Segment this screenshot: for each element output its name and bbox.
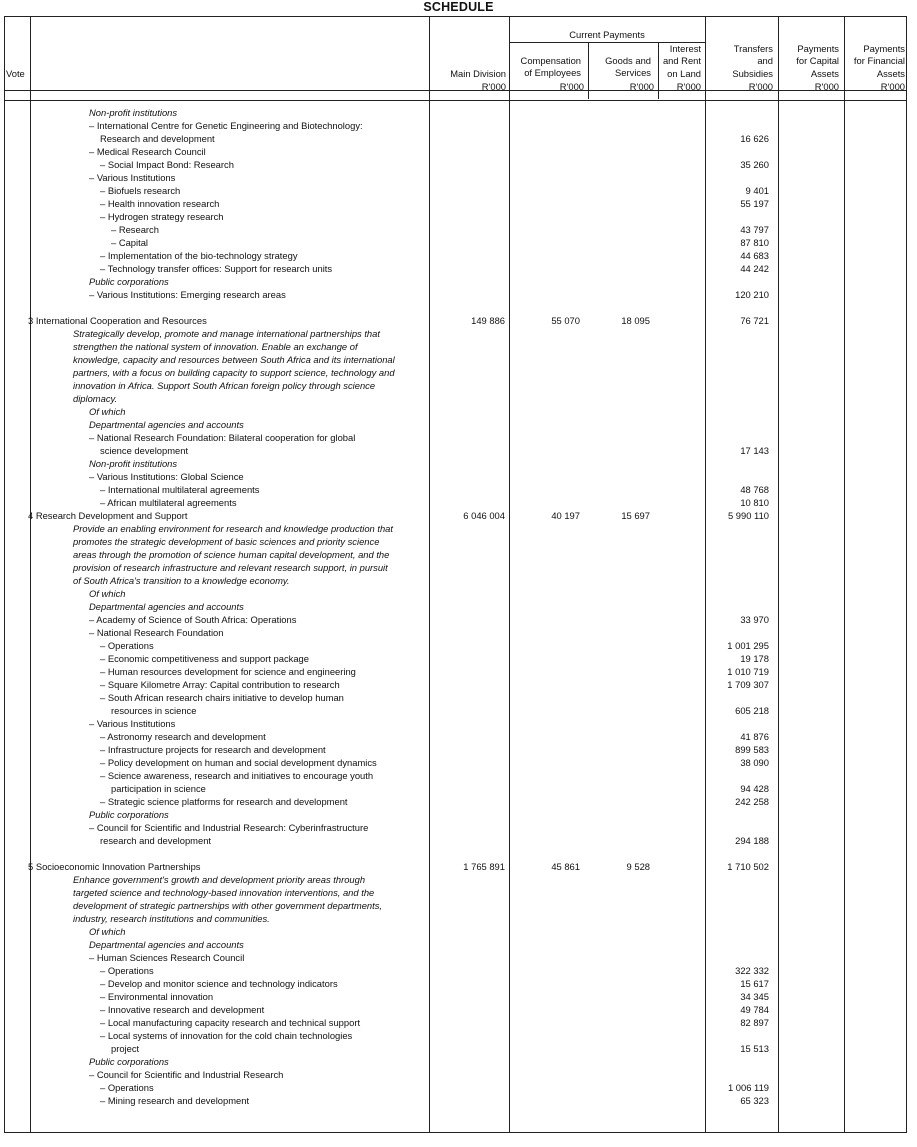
row-description: – Various Institutions (89, 718, 176, 729)
transfers-value: 35 260 (740, 159, 769, 170)
table-row (5, 782, 908, 795)
row-description: – Technology transfer offices: Support for research units (100, 263, 333, 274)
table-row (5, 808, 908, 821)
row-description: Departmental agencies and accounts (89, 939, 244, 950)
row-description: – Human Sciences Research Council (89, 952, 245, 963)
row-description: – Research (111, 224, 159, 235)
row-description: – National Research Foundation: Bilateral cooperation for global (89, 432, 356, 443)
table-row (5, 860, 908, 873)
table-row (5, 1029, 908, 1042)
row-description: Enhance government's growth and development priority areas through (73, 874, 366, 885)
row-description: 5 Socioeconomic Innovation Partnerships (28, 861, 201, 872)
row-description: Of which (89, 406, 126, 417)
table-row (5, 821, 908, 834)
row-description: development of strategic partnerships with other government departments, (73, 900, 383, 911)
row-description: Of which (89, 926, 126, 937)
main-division-value: 149 886 (471, 315, 505, 326)
row-description: provision of research infrastructure and relevant research support, in pursuit (73, 562, 388, 573)
table-row (5, 704, 908, 717)
transfers-value: 38 090 (740, 757, 769, 768)
row-description: – Council for Scientific and Industrial Research (89, 1069, 284, 1080)
row-description: science development (100, 445, 189, 456)
row-description: – Human resources development for science and engineering (100, 666, 356, 677)
row-description: – African multilateral agreements (100, 497, 237, 508)
row-description: – International Centre for Genetic Engineering and Biotechnology: (89, 120, 363, 131)
table-row (5, 561, 908, 574)
row-description: – South African research chairs initiative to develop human (100, 692, 344, 703)
unit-comp: R'000 (559, 81, 584, 92)
header-goods-services: Goods and Services (605, 55, 651, 79)
transfers-value: 65 323 (740, 1095, 769, 1106)
transfers-value: 1 006 119 (727, 1082, 769, 1093)
unit-goods: R'000 (629, 81, 654, 92)
table-row (5, 418, 908, 431)
table-row (5, 912, 908, 925)
row-description: – Implementation of the bio-technology strategy (100, 250, 298, 261)
transfers-value: 44 242 (740, 263, 769, 274)
table-row (5, 262, 908, 275)
row-description: areas through the promotion of science human capital development, and the (73, 549, 390, 560)
table-row (5, 847, 908, 860)
header-capital-assets: Payments for Capital Assets (796, 43, 839, 79)
row-description: partners, with a focus on building capacity to support science, technology and (73, 367, 395, 378)
table-row (5, 301, 908, 314)
transfers-value: 1 010 719 (727, 666, 769, 677)
row-description: 3 International Cooperation and Resources (28, 315, 207, 326)
row-description: – National Research Foundation (89, 627, 224, 638)
table-row (5, 1016, 908, 1029)
table-row (5, 132, 908, 145)
table-row (5, 769, 908, 782)
row-description: Strategically develop, promote and manage international partnerships that (73, 328, 380, 339)
table-row (5, 405, 908, 418)
table-row (5, 1042, 908, 1055)
table-row (5, 327, 908, 340)
transfers-value: 1 710 502 (727, 861, 769, 872)
row-description: – Mining research and development (100, 1095, 250, 1106)
table-row (5, 314, 908, 327)
row-description: – Medical Research Council (89, 146, 206, 157)
table-row (5, 119, 908, 132)
table-row (5, 353, 908, 366)
transfers-value: 49 784 (740, 1004, 769, 1015)
transfers-value: 1 001 295 (727, 640, 769, 651)
transfers-value: 9 401 (745, 185, 769, 196)
row-description: – Economic competitiveness and support package (100, 653, 309, 664)
row-description: innovation in Africa. Support South African foreign policy through science (73, 380, 376, 391)
table-row (5, 925, 908, 938)
transfers-value: 15 617 (740, 978, 769, 989)
transfers-value: 41 876 (740, 731, 769, 742)
table-row (5, 834, 908, 847)
table-row (5, 1055, 908, 1068)
goods-services-value: 9 528 (626, 861, 650, 872)
row-description: – Astronomy research and development (100, 731, 266, 742)
row-description: knowledge, capacity and resources between South Africa and its international (73, 354, 395, 365)
transfers-value: 19 178 (740, 653, 769, 664)
table-row (5, 431, 908, 444)
row-description: Departmental agencies and accounts (89, 601, 244, 612)
table-row (5, 522, 908, 535)
row-description: – Operations (100, 965, 154, 976)
header-transfers-subsidies: Transfers and Subsidies (732, 43, 773, 79)
unit-rule (5, 100, 906, 101)
row-description: – Operations (100, 1082, 154, 1093)
table-row (5, 457, 908, 470)
transfers-value: 55 197 (740, 198, 769, 209)
compensation-value: 55 070 (551, 315, 580, 326)
transfers-value: 16 626 (740, 133, 769, 144)
transfers-value: 44 683 (740, 250, 769, 261)
goods-services-value: 15 697 (621, 510, 650, 521)
row-description: – Academy of Science of South Africa: Operations (89, 614, 297, 625)
header-vote: Vote (6, 68, 25, 79)
table-row (5, 873, 908, 886)
row-description: – Council for Scientific and Industrial Research: Cyberinfrastructure (89, 822, 369, 833)
table-row (5, 1094, 908, 1107)
unit-capital: R'000 (814, 81, 839, 92)
row-description: industry, research institutions and communities. (73, 913, 270, 924)
row-description: Departmental agencies and accounts (89, 419, 244, 430)
row-description: – Capital (111, 237, 149, 248)
unit-financial: R'000 (880, 81, 905, 92)
unit-interest: R'000 (676, 81, 701, 92)
table-row (5, 951, 908, 964)
transfers-value: 87 810 (740, 237, 769, 248)
table-row (5, 613, 908, 626)
row-description: – Square Kilometre Array: Capital contribution to research (100, 679, 340, 690)
row-description: – Strategic science platforms for research and development (100, 796, 348, 807)
table-row (5, 600, 908, 613)
row-description: – Environmental innovation (100, 991, 214, 1002)
row-description: – Develop and monitor science and technology indicators (100, 978, 338, 989)
header-financial-assets: Payments for Financial Assets (853, 43, 905, 79)
transfers-value: 34 345 (740, 991, 769, 1002)
row-description: – Health innovation research (100, 198, 220, 209)
row-description: – Operations (100, 640, 154, 651)
table-row (5, 938, 908, 951)
transfers-value: 1 709 307 (727, 679, 769, 690)
row-description: Public corporations (89, 1056, 169, 1067)
table-row (5, 184, 908, 197)
table-row (5, 171, 908, 184)
transfers-value: 76 721 (740, 315, 769, 326)
table-row (5, 639, 908, 652)
table-row (5, 977, 908, 990)
table-row (5, 483, 908, 496)
header-compensation: Compensation of Employees (520, 55, 581, 79)
table-row (5, 678, 908, 691)
table-row (5, 548, 908, 561)
table-row (5, 249, 908, 262)
row-description: – Infrastructure projects for research and development (100, 744, 326, 755)
transfers-value: 242 258 (735, 796, 769, 807)
table-row (5, 106, 908, 119)
table-row (5, 496, 908, 509)
row-description: diplomacy. (73, 393, 118, 404)
row-description: – Various Institutions: Emerging research areas (89, 289, 286, 300)
transfers-value: 605 218 (735, 705, 769, 716)
table-row (5, 535, 908, 548)
table-row (5, 964, 908, 977)
table-row (5, 1081, 908, 1094)
table-row (5, 990, 908, 1003)
table-row (5, 795, 908, 808)
table-row (5, 379, 908, 392)
row-description: Public corporations (89, 276, 169, 287)
header-main-division: Main Division (450, 68, 506, 79)
table-row (5, 470, 908, 483)
table-row (5, 665, 908, 678)
unit-transfers: R'000 (748, 81, 773, 92)
row-description: project (111, 1043, 140, 1054)
table-row (5, 899, 908, 912)
transfers-value: 899 583 (735, 744, 769, 755)
table-row (5, 275, 908, 288)
row-description: of South Africa's transition to a knowledge economy. (73, 575, 290, 586)
row-description: – Various Institutions (89, 172, 176, 183)
table-row (5, 652, 908, 665)
row-description: – International multilateral agreements (100, 484, 260, 495)
table-row (5, 574, 908, 587)
transfers-value: 5 990 110 (727, 510, 769, 521)
table-row (5, 756, 908, 769)
transfers-value: 33 970 (740, 614, 769, 625)
transfers-value: 322 332 (735, 965, 769, 976)
row-description: – Hydrogen strategy research (100, 211, 224, 222)
table-row (5, 717, 908, 730)
header-current-payments: Current Payments (569, 29, 645, 40)
row-description: – Innovative research and development (100, 1004, 265, 1015)
transfers-value: 48 768 (740, 484, 769, 495)
transfers-value: 82 897 (740, 1017, 769, 1028)
compensation-value: 45 861 (551, 861, 580, 872)
table-row (5, 509, 908, 522)
row-description: 4 Research Development and Support (28, 510, 188, 521)
table-row (5, 743, 908, 756)
row-description: strengthen the national system of innovation. Enable an exchange of (73, 341, 358, 352)
transfers-value: 17 143 (740, 445, 769, 456)
row-description: – Local systems of innovation for the cold chain technologies (100, 1030, 353, 1041)
table-row (5, 223, 908, 236)
transfers-value: 120 210 (735, 289, 769, 300)
main-division-value: 1 765 891 (463, 861, 505, 872)
row-description: – Policy development on human and social development dynamics (100, 757, 377, 768)
table-row (5, 691, 908, 704)
goods-services-value: 18 095 (621, 315, 650, 326)
table-row (5, 392, 908, 405)
table-row (5, 340, 908, 353)
header-interest-rent: Interest and Rent on Land (662, 43, 701, 79)
row-description: Of which (89, 588, 126, 599)
row-description: targeted science and technology-based innovation interventions, and the (73, 887, 375, 898)
compensation-value: 40 197 (551, 510, 580, 521)
table-row (5, 587, 908, 600)
table-row (5, 158, 908, 171)
row-description: resources in science (111, 705, 197, 716)
table-row (5, 366, 908, 379)
table-row (5, 288, 908, 301)
row-description: Non-profit institutions (89, 458, 178, 469)
row-description: – Social Impact Bond: Research (100, 159, 234, 170)
row-description: Public corporations (89, 809, 169, 820)
transfers-value: 15 513 (740, 1043, 769, 1054)
table-row (5, 145, 908, 158)
transfers-value: 294 188 (735, 835, 769, 846)
row-description: – Various Institutions: Global Science (89, 471, 244, 482)
table-row (5, 730, 908, 743)
row-description: Research and development (100, 133, 215, 144)
table-row (5, 236, 908, 249)
transfers-value: 43 797 (740, 224, 769, 235)
table-row (5, 626, 908, 639)
table-row (5, 197, 908, 210)
transfers-value: 94 428 (740, 783, 769, 794)
schedule-table (4, 16, 907, 1133)
unit-main: R'000 (481, 81, 506, 92)
page-title: SCHEDULE (423, 0, 494, 14)
table-row (5, 1068, 908, 1081)
row-description: promotes the strategic development of basic sciences and priority science (73, 536, 380, 547)
table-row (5, 1003, 908, 1016)
row-description: – Local manufacturing capacity research and technical support (100, 1017, 361, 1028)
row-description: Provide an enabling environment for research and knowledge production that (73, 523, 393, 534)
table-row (5, 444, 908, 457)
table-row (5, 886, 908, 899)
row-description: – Science awareness, research and initiatives to encourage youth (100, 770, 374, 781)
row-description: – Biofuels research (100, 185, 181, 196)
table-row (5, 210, 908, 223)
row-description: participation in science (111, 783, 206, 794)
row-description: Non-profit institutions (89, 107, 178, 118)
row-description: research and development (100, 835, 212, 846)
main-division-value: 6 046 004 (463, 510, 505, 521)
transfers-value: 10 810 (740, 497, 769, 508)
